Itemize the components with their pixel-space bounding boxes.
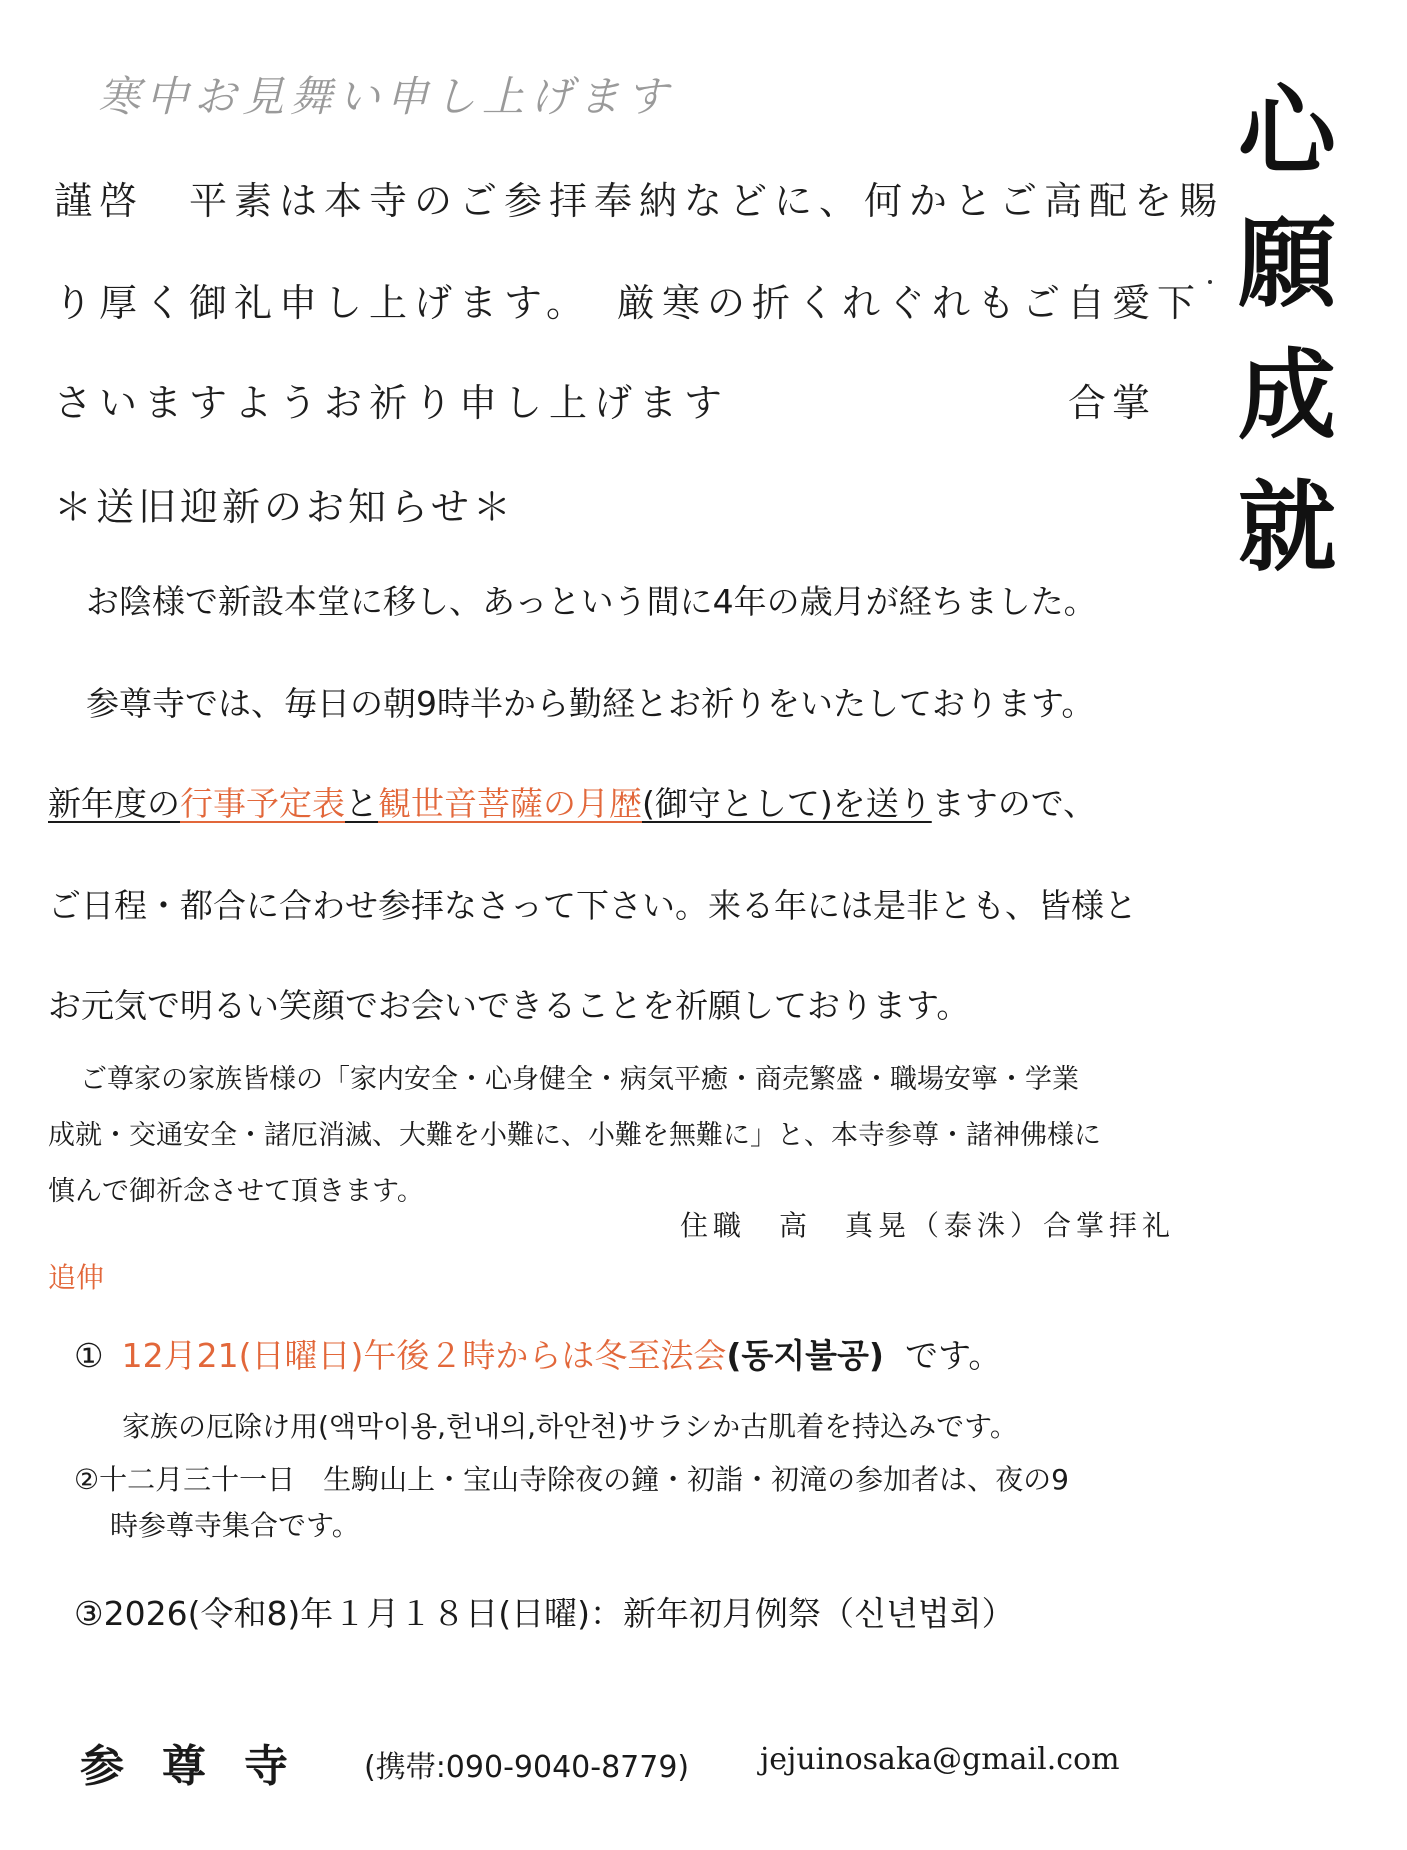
- vertical-title-char-2: 願: [1237, 206, 1336, 321]
- item-1-end: です。: [905, 1336, 1002, 1375]
- postscript-item-3: ③2026(令和8)年１月１８日(日曜)：新年初月例祭（신년법회）: [74, 1594, 1015, 1633]
- p3-text-a: 新年度の: [48, 784, 180, 823]
- temple-name: 参尊寺: [80, 1741, 326, 1792]
- contact-email: jejuinosaka@gmail.com: [760, 1742, 1120, 1777]
- postscript-label: 追伸: [48, 1261, 105, 1294]
- postscript-item-2-cont: 時参尊寺集合です。: [110, 1509, 360, 1542]
- p3-text-e: (御守として)を送り: [642, 784, 932, 823]
- vertical-title: [1222, 66, 1352, 594]
- paragraph-1: お陰様で新設本堂に移し、あっという間に4年の歳月が経ちました。: [86, 582, 1097, 621]
- schedule-link-text: 行事予定表: [180, 784, 345, 823]
- item-1-detail: 家族の厄除け用(액막이용,헌내의,하안천)サラシか古肌着を持込みです。: [122, 1410, 1018, 1443]
- item-1-text: 12月21(日曜日)午後２時からは冬至法会: [121, 1336, 727, 1375]
- stray-dot: [1208, 280, 1212, 284]
- contact-phone: (携帯:090-9040-8779): [364, 1750, 690, 1785]
- signature: 住職 高 真晃（泰洙）合掌拝礼: [680, 1209, 1176, 1242]
- p3-text-c: と: [345, 784, 378, 823]
- vertical-title-char-1: 心: [1237, 74, 1336, 189]
- paragraph-4: ご日程・都合に合わせ参拝なさって下さい。来る年には是非とも、皆様と: [48, 886, 1137, 925]
- item-1-number: ①: [74, 1336, 104, 1375]
- vertical-title-char-4: 就: [1237, 470, 1336, 585]
- blessing-line-3: 慎んで御祈念させて頂きます。: [48, 1176, 424, 1207]
- p3-text-f: ますので、: [931, 784, 1097, 823]
- vertical-title-char-3: 成: [1237, 338, 1336, 453]
- paragraph-3: [48, 778, 1096, 825]
- blessing-line-1: ご尊家の家族皆様の「家内安全・心身健全・病気平癒・商売繁盛・職場安寧・学業: [80, 1064, 1079, 1095]
- letter-line-1: 謹啓 平素は本寺のご参拝奉納などに、何かとご高配を賜: [54, 179, 1225, 223]
- letter-closing: 合掌: [1068, 381, 1157, 425]
- blessing-line-2: 成就・交通安全・諸厄消滅、大難を小難に、小難を無難に」と、本寺参尊・諸神佛様に: [48, 1120, 1101, 1151]
- paragraph-5: お元気で明るい笑顔でお会いできることを祈願しております。: [48, 986, 970, 1025]
- greeting-heading: 寒中お見舞い申し上げます: [98, 72, 675, 121]
- item-1-korean: (동지불공): [726, 1336, 885, 1375]
- letter-line-3: さいますようお祈り申し上げます: [54, 381, 730, 425]
- calendar-link-text: 観世音菩薩の月歴: [378, 784, 642, 823]
- paragraph-2: 参尊寺では、毎日の朝9時半から勤経とお祈りをいたしております。: [86, 684, 1095, 723]
- postscript-item-1: [74, 1330, 1001, 1377]
- postscript-item-2: ②十二月三十一日 生駒山上・宝山寺除夜の鐘・初詣・初滝の参加者は、夜の9: [74, 1463, 1069, 1496]
- blessing-paragraph: [48, 1052, 1198, 1220]
- notice-title: ＊送旧迎新のお知らせ＊: [54, 485, 515, 529]
- letter-line-2: り厚く御礼申し上げます。 厳寒の折くれぐれもご自愛下: [54, 281, 1202, 325]
